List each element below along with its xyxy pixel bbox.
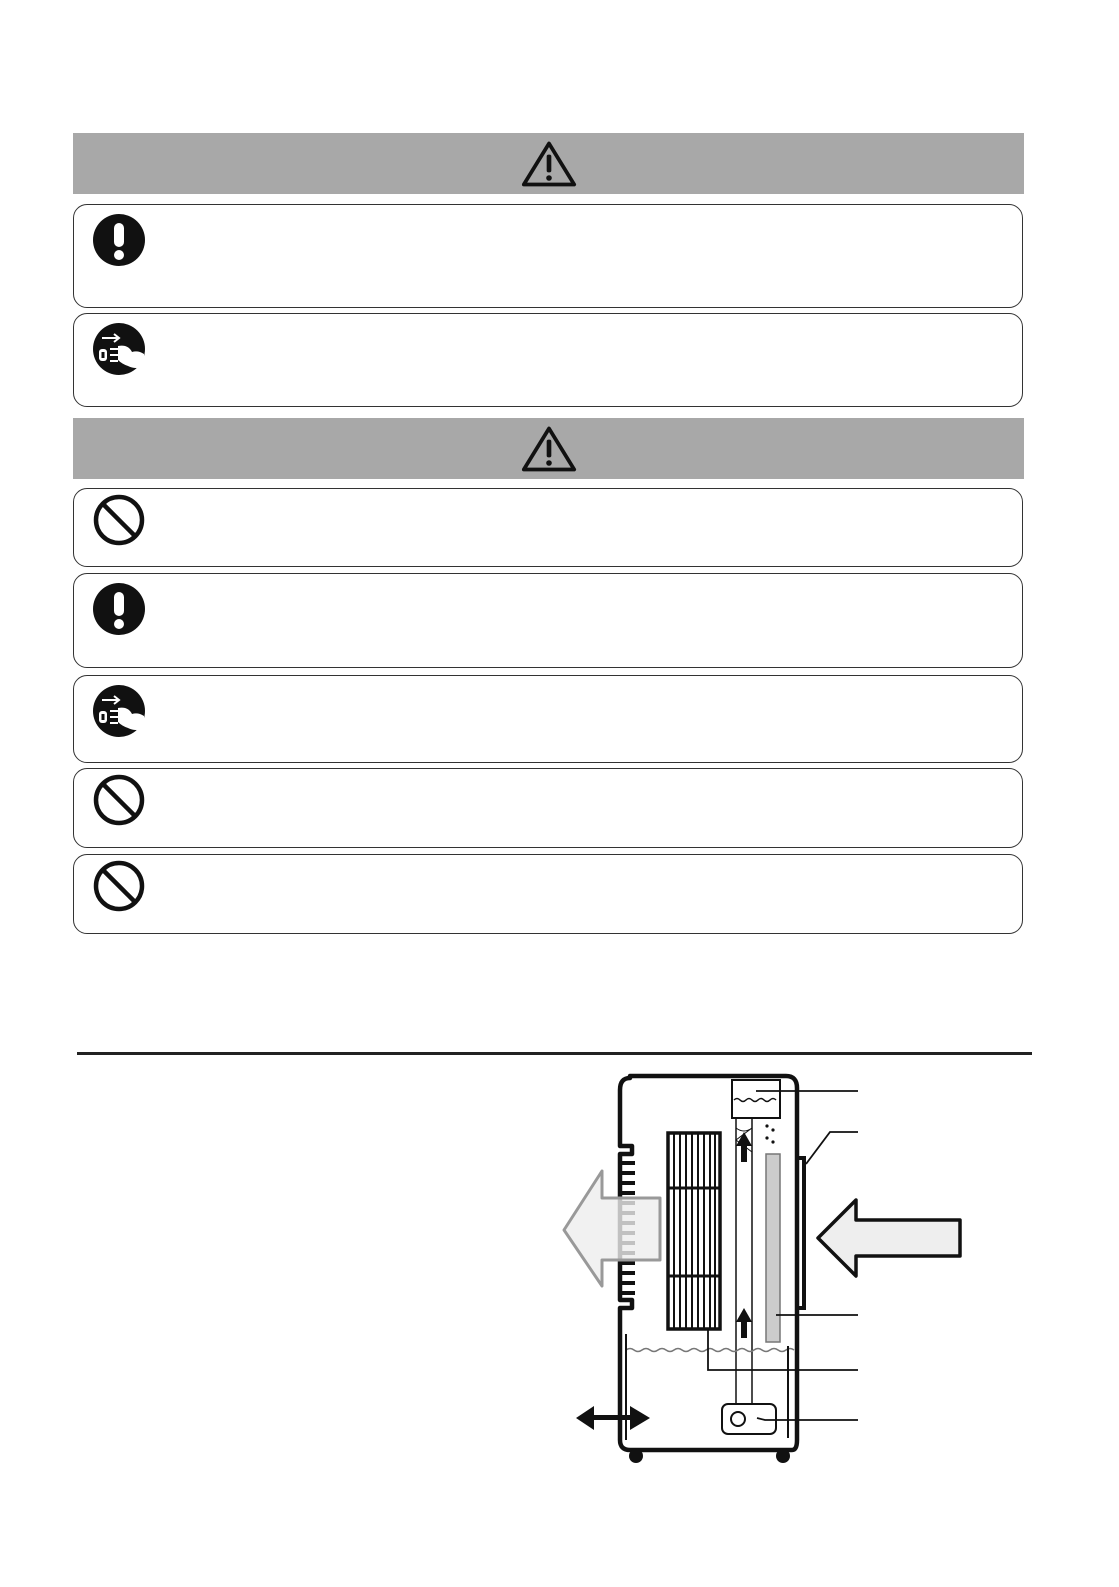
- prohibition-icon: [92, 493, 146, 547]
- wheel-right: [776, 1449, 790, 1463]
- mandatory-exclamation-icon: [92, 213, 146, 267]
- flow-up-arrow-bottom: [736, 1308, 752, 1338]
- wheel-left: [629, 1449, 643, 1463]
- heat-exchanger-grid: [668, 1133, 720, 1329]
- warning-notice-2: [73, 313, 1023, 407]
- unplug-icon: [92, 322, 146, 376]
- unplug-icon: [92, 684, 146, 738]
- pump-unit: [722, 1404, 776, 1434]
- caution-header-bar: [73, 418, 1024, 479]
- prohibition-icon: [92, 859, 146, 913]
- section-divider: [77, 1052, 1032, 1055]
- water-level-line: [626, 1349, 794, 1352]
- caution-notice-2: [73, 573, 1023, 668]
- top-water-tank: [732, 1080, 780, 1118]
- caution-notice-1: [73, 488, 1023, 567]
- air-outlet-arrow: [564, 1171, 660, 1286]
- water-pipe: [736, 1118, 752, 1418]
- mandatory-exclamation-icon: [92, 582, 146, 636]
- air-inlet-arrow: [818, 1200, 960, 1276]
- caution-notice-5: [73, 854, 1023, 934]
- tank-slide-arrow: [576, 1406, 650, 1430]
- dehumidifier-diagram: [560, 1068, 980, 1473]
- warning-header-bar: [73, 133, 1024, 194]
- filter-panel: [766, 1154, 780, 1342]
- prohibition-icon: [92, 773, 146, 827]
- flow-up-arrow-top: [736, 1132, 752, 1162]
- water-drips: [765, 1124, 774, 1143]
- warning-triangle-icon: [521, 140, 577, 188]
- warning-notice-1: [73, 204, 1023, 308]
- warning-triangle-icon: [521, 425, 577, 473]
- caution-notice-4: [73, 768, 1023, 848]
- caution-notice-3: [73, 675, 1023, 763]
